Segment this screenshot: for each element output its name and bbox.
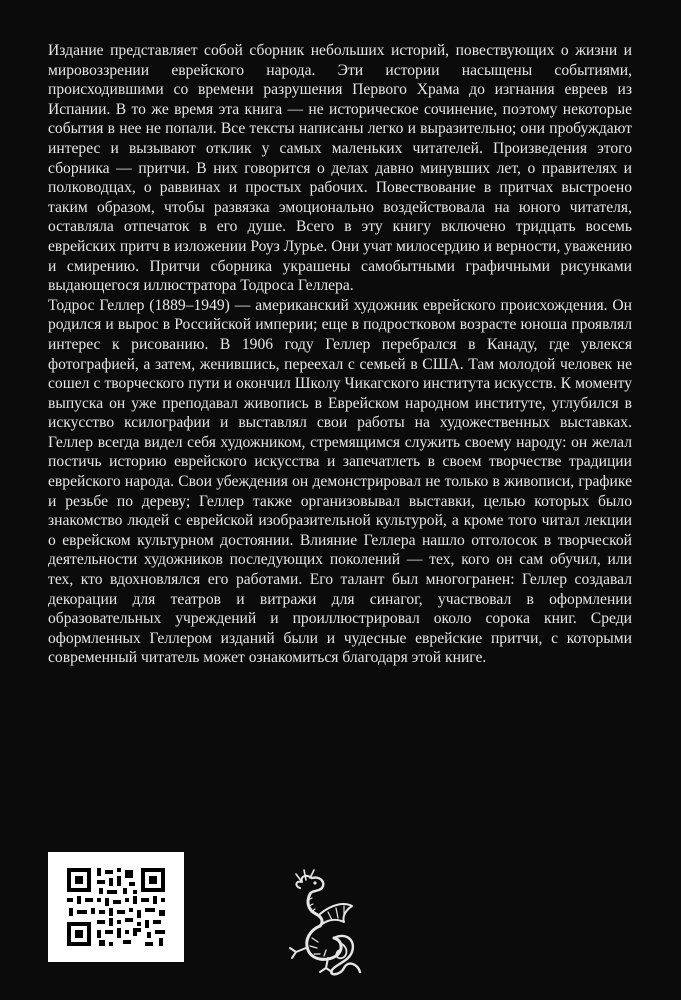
- dragon-logo-icon: [282, 868, 366, 978]
- book-description: [48, 41, 632, 668]
- qr-code-icon: [67, 868, 165, 946]
- description-paragraph-book: Издание представляет собой сборник небольших историй, повествующих о жизни и мировоззрении еврейского народа. Эти истории насыщены событиями, происходившими со времени разрушения Первого Храма до изгнания евреев из Испании. В то же время эта книга — не историческое сочинение, поэтому некоторые события в нее не попали. Все тексты написаны легко и выразительно; они пробуждают интерес и вызывают отклик у самых маленьких читателей. Произведения этого сборника — притчи. В них говорится о делах давно минувших лет, о правителях и полководцах, о раввинах и простых рабочих. Повествование в притчах выстроено таким образом, чтобы развязка эмоционально воздействовала на юного читателя, оставляла отпечаток в его душе. Всего в эту книгу включено тридцать восемь еврейских притч в изложении Роуз Лурье. Они учат милосердию и верности, уважению и смирению. Притчи сборника украшены самобытными графичными рисунками выдающегося иллюстратора Тодроса Геллера.: [48, 42, 632, 295]
- description-paragraph-artist: Тодрос Геллер (1889–1949) — американский художник еврейского происхождения. Он родился и вырос в Российской империи; еще в подростковом возрасте юноша проявлял интерес к рисованию. В 1906 году Геллер перебрался в Канаду, где увлекся фотографией, а затем, женившись, переехал с семьей в США. Там молодой человек не сошел с творческого пути и окончил Школу Чикагского института искусств. К моменту выпуска он уже преподавал живопись в Еврейском народном институте, углубился в искусство ксилографии и выставлял свои работы на художественных выставках. Геллер всегда видел себя художником, стремящимся служить своему народу: он желал постичь историю еврейского искусства и запечатлеть в своем творчестве традиции еврейского народа. Свои убеждения он демонстрировал не только в живописи, графике и резьбе по дереву; Геллер также организовывал выставки, целью которых было знакомство людей с еврейской изобразительной культурой, а кроме того читал лекции о еврейском культурном достоянии. Влияние Геллера нашло отголосок в творческой деятельности художников последующих поколений — тех, кого он сам обучил, или тех, кто вдохновлялся его работами. Его талант был многогранен: Геллер создавал декорации для театров и витражи для синагог, участвовал в оформлении образовательных учреждений и проиллюстрировал около сорока книг. Среди оформленных Геллером изданий были и чудесные еврейские притчи, с которыми современный читатель может ознакомиться благодаря этой книге.: [48, 296, 632, 667]
- qr-code-panel: [48, 852, 184, 962]
